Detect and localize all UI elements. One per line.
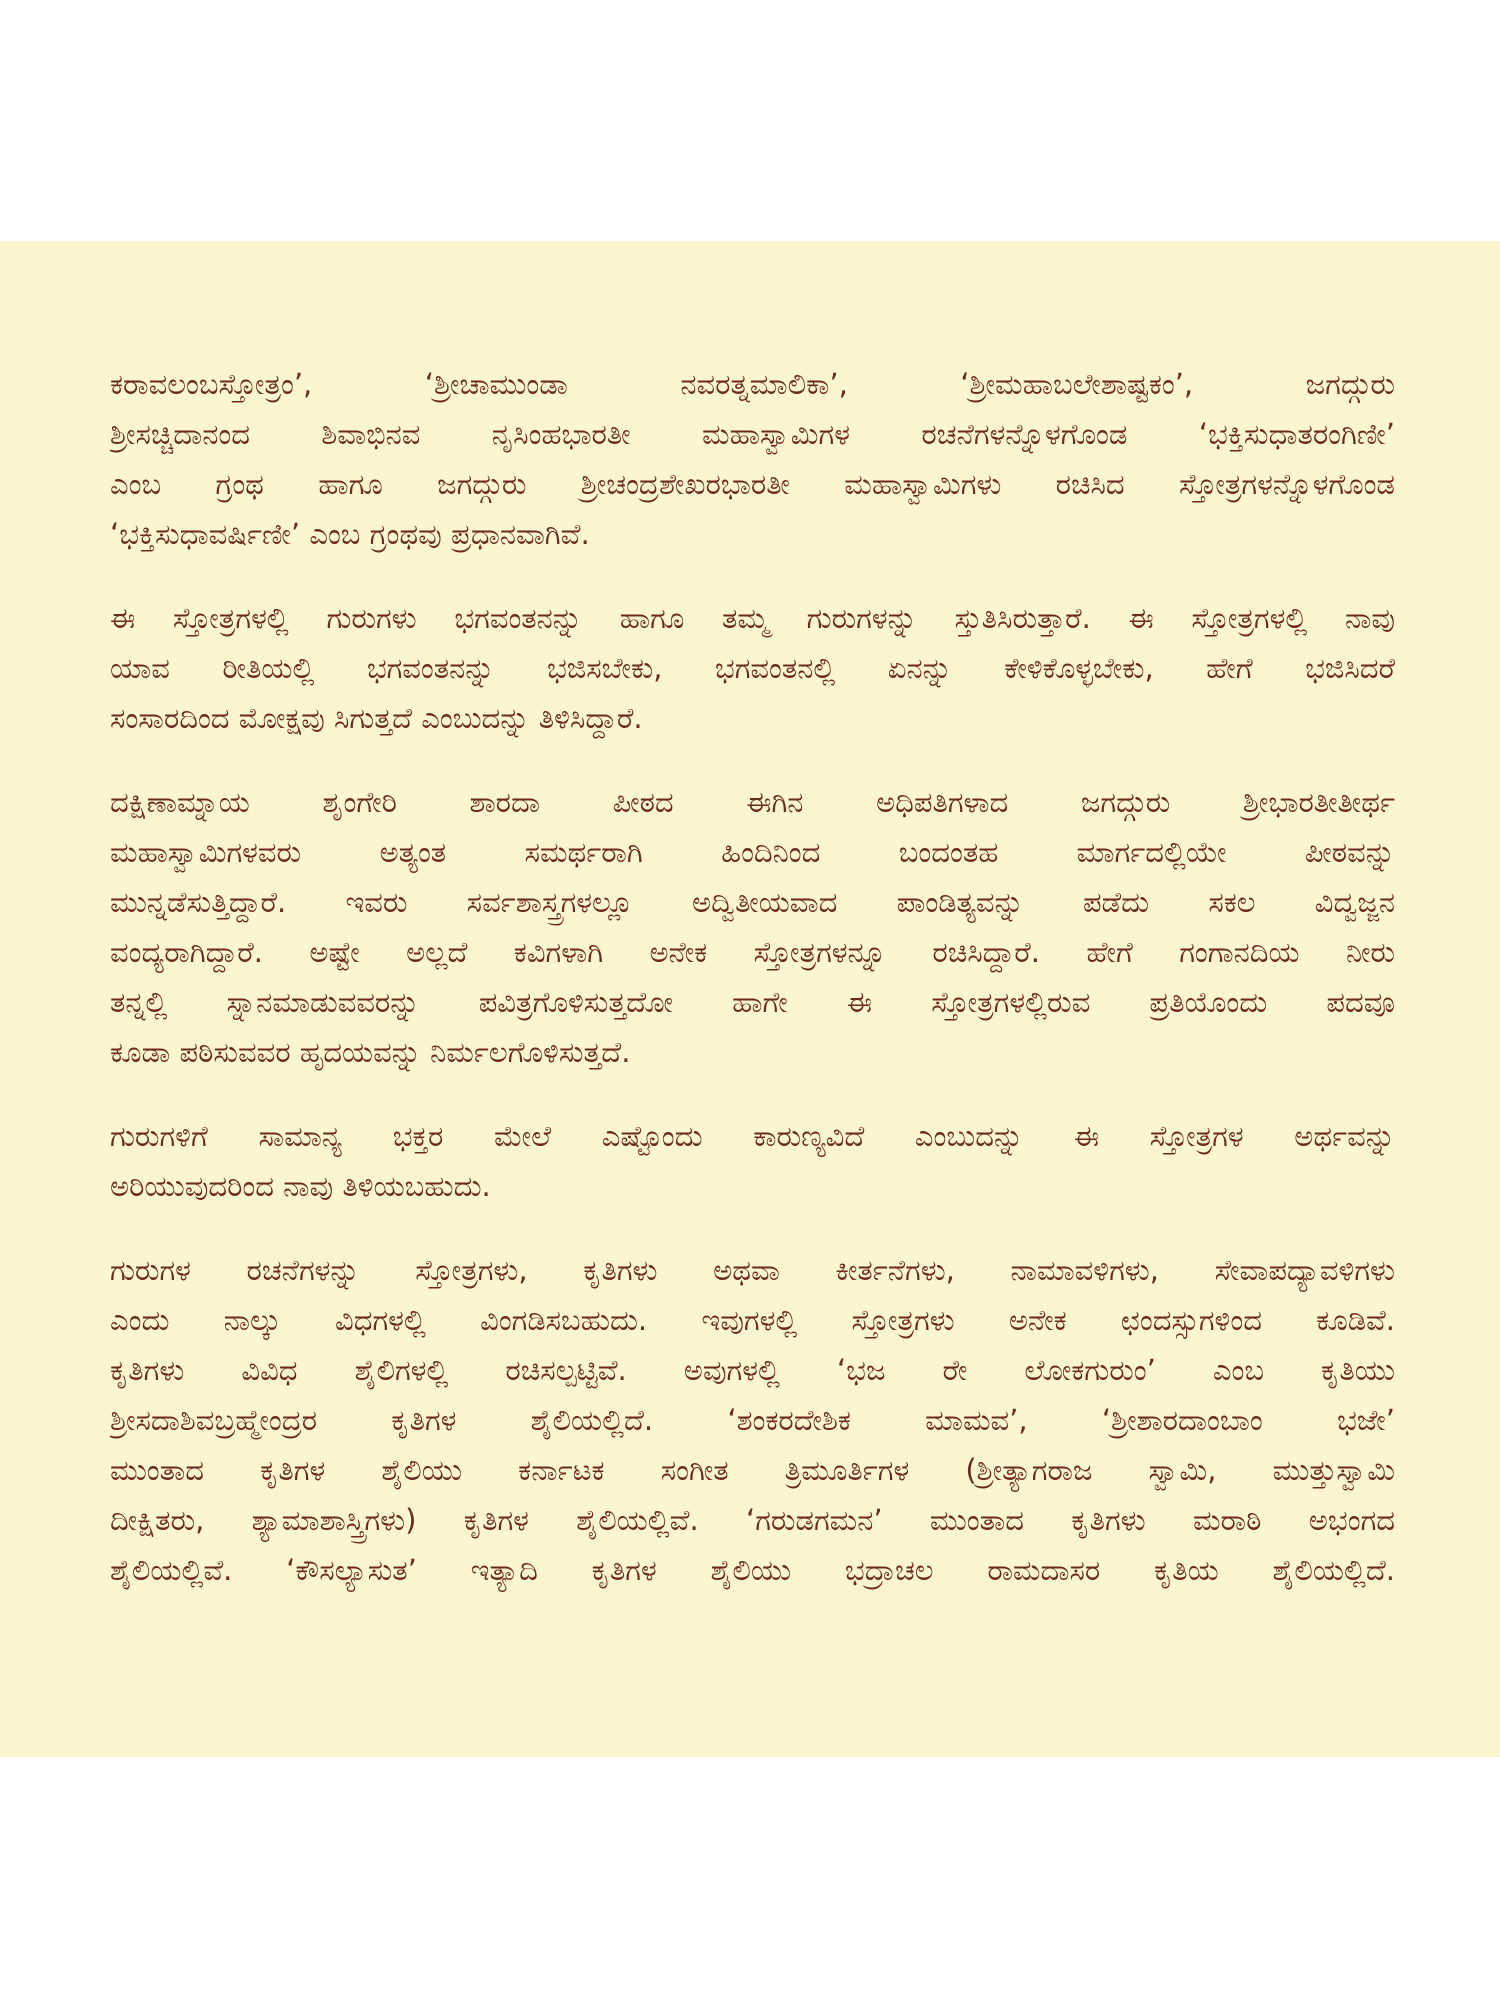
text-line: ಯಾವ ರೀತಿಯಲ್ಲಿ ಭಗವಂತನನ್ನು ಭಜಿಸಬೇಕು, ಭಗವಂತನಲ್ಲಿ ಏನನ್ನು ಕೇಳಿಕೊಳ್ಳಬೇಕು, ಹೇಗೆ ಭಜಿಸಿದರೆ	[110, 651, 1395, 685]
text-line: ದೀಕ್ಷಿತರು, ಶ್ಯಾಮಾಶಾಸ್ತ್ರಿಗಳು) ಕೃತಿಗಳ ಶೈಲಿಯಲ್ಲಿವೆ. ‘ಗರುಡಗಮನ’ ಮುಂತಾದ ಕೃತಿಗಳು ಮರಾಠಿ ಅಭಂಗದ	[110, 1503, 1395, 1537]
text-line: ತನ್ನಲ್ಲಿ ಸ್ನಾನಮಾಡುವವರನ್ನು ಪವಿತ್ರಗೊಳಿಸುತ್ತದೋ ಹಾಗೇ ಈ ಸ್ತೋತ್ರಗಳಲ್ಲಿರುವ ಪ್ರತಿಯೊಂದು ಪದವೂ	[110, 985, 1395, 1019]
text-line: ದಕ್ಷಿಣಾಮ್ನಾಯ ಶೃಂಗೇರಿ ಶಾರದಾ ಪೀಠದ ಈಗಿನ ಅಧಿಪತಿಗಳಾದ ಜಗದ್ಗುರು ಶ್ರೀಭಾರತೀತೀರ್ಥ	[110, 785, 1395, 819]
text-line: ಶ್ರೀಸಚ್ಚಿದಾನಂದ ಶಿವಾಭಿನವ ನೃಸಿಂಹಭಾರತೀ ಮಹಾಸ್ವಾಮಿಗಳ ರಚನೆಗಳನ್ನೊಳಗೊಂಡ ‘ಭಕ್ತಿಸುಧಾತರಂಗಿಣೀ’	[110, 417, 1395, 451]
text-line: ಈ ಸ್ತೋತ್ರಗಳಲ್ಲಿ ಗುರುಗಳು ಭಗವಂತನನ್ನು ಹಾಗೂ ತಮ್ಮ ಗುರುಗಳನ್ನು ಸ್ತುತಿಸಿರುತ್ತಾರೆ. ಈ ಸ್ತೋತ್ರಗಳಲ್ಲಿ ನಾವು	[110, 601, 1395, 635]
text-line: ಕೂಡಾ ಪಠಿಸುವವರ ಹೃದಯವನ್ನು ನಿರ್ಮಲಗೊಳಿಸುತ್ತದೆ.	[110, 1035, 631, 1069]
text-line: ಅರಿಯುವುದರಿಂದ ನಾವು ತಿಳಿಯಬಹುದು.	[110, 1169, 491, 1203]
text-line: ಮುನ್ನಡೆಸುತ್ತಿದ್ದಾರೆ. ಇವರು ಸರ್ವಶಾಸ್ತ್ರಗಳಲ್ಲೂ ಅದ್ವಿತೀಯವಾದ ಪಾಂಡಿತ್ಯವನ್ನು ಪಡೆದು ಸಕಲ ವಿದ್ವಜ್ಜನ	[110, 885, 1395, 919]
paragraph-2	[110, 593, 1395, 743]
text-column	[110, 359, 1395, 1629]
paragraph-1	[110, 359, 1395, 559]
text-line: ಕೃತಿಗಳು ವಿವಿಧ ಶೈಲಿಗಳಲ್ಲಿ ರಚಿಸಲ್ಪಟ್ಟಿವೆ. ಅವುಗಳಲ್ಲಿ ‘ಭಜ ರೇ ಲೋಕಗುರುಂ’ ಎಂಬ ಕೃತಿಯು	[110, 1353, 1395, 1387]
text-line: ‘ಭಕ್ತಿಸುಧಾವರ್ಷಿಣೀ’ ಎಂಬ ಗ್ರಂಥವು ಪ್ರಧಾನವಾಗಿವೆ.	[110, 517, 590, 551]
text-line: ಶ್ರೀಸದಾಶಿವಬ್ರಹ್ಮೇಂದ್ರರ ಕೃತಿಗಳ ಶೈಲಿಯಲ್ಲಿದೆ. ‘ಶಂಕರದೇಶಿಕ ಮಾಮವ’, ‘ಶ್ರೀಶಾರದಾಂಬಾಂ ಭಜೇ’	[110, 1403, 1395, 1437]
paragraph-3	[110, 777, 1395, 1077]
text-line: ಗುರುಗಳಿಗೆ ಸಾಮಾನ್ಯ ಭಕ್ತರ ಮೇಲೆ ಎಷ್ಟೊಂದು ಕಾರುಣ್ಯವಿದೆ ಎಂಬುದನ್ನು ಈ ಸ್ತೋತ್ರಗಳ ಅರ್ಥವನ್ನು	[110, 1119, 1395, 1153]
text-line: ಸಂಸಾರದಿಂದ ಮೋಕ್ಷವು ಸಿಗುತ್ತದೆ ಎಂಬುದನ್ನು ತಿಳಿಸಿದ್ದಾರೆ.	[110, 701, 643, 735]
paragraph-5	[110, 1245, 1395, 1595]
text-line: ಎಂದು ನಾಲ್ಕು ವಿಧಗಳಲ್ಲಿ ವಿಂಗಡಿಸಬಹುದು. ಇವುಗಳಲ್ಲಿ ಸ್ತೋತ್ರಗಳು ಅನೇಕ ಛಂದಸ್ಸುಗಳಿಂದ ಕೂಡಿವೆ.	[110, 1303, 1395, 1337]
text-line: ಮಹಾಸ್ವಾಮಿಗಳವರು ಅತ್ಯಂತ ಸಮರ್ಥರಾಗಿ ಹಿಂದಿನಿಂದ ಬಂದಂತಹ ಮಾರ್ಗದಲ್ಲಿಯೇ ಪೀಠವನ್ನು	[110, 835, 1395, 869]
text-line: ಕರಾವಲಂಬಸ್ತೋತ್ರಂ’, ‘ಶ್ರೀಚಾಮುಂಡಾ ನವರತ್ನಮಾಲಿಕಾ’, ‘ಶ್ರೀಮಹಾಬಲೇಶಾಷ್ಟಕಂ’, ಜಗದ್ಗುರು	[110, 367, 1395, 401]
text-line: ಮುಂತಾದ ಕೃತಿಗಳ ಶೈಲಿಯು ಕರ್ನಾಟಕ ಸಂಗೀತ ತ್ರಿಮೂರ್ತಿಗಳ (ಶ್ರೀತ್ಯಾಗರಾಜ ಸ್ವಾಮಿ, ಮುತ್ತುಸ್ವಾಮಿ	[110, 1453, 1395, 1487]
paragraph-4	[110, 1111, 1395, 1211]
text-line: ವಂದ್ಯರಾಗಿದ್ದಾರೆ. ಅಷ್ಟೇ ಅಲ್ಲದೆ ಕವಿಗಳಾಗಿ ಅನೇಕ ಸ್ತೋತ್ರಗಳನ್ನೂ ರಚಿಸಿದ್ದಾರೆ. ಹೇಗೆ ಗಂಗಾನದಿಯ ನೀರು	[110, 935, 1395, 969]
text-line: ಎಂಬ ಗ್ರಂಥ ಹಾಗೂ ಜಗದ್ಗುರು ಶ್ರೀಚಂದ್ರಶೇಖರಭಾರತೀ ಮಹಾಸ್ವಾಮಿಗಳು ರಚಿಸಿದ ಸ್ತೋತ್ರಗಳನ್ನೊಳಗೊಂಡ	[110, 467, 1395, 501]
text-line: ಶೈಲಿಯಲ್ಲಿವೆ. ‘ಕೌಸಲ್ಯಾಸುತ’ ಇತ್ಯಾದಿ ಕೃತಿಗಳ ಶೈಲಿಯು ಭದ್ರಾಚಲ ರಾಮದಾಸರ ಕೃತಿಯ ಶೈಲಿಯಲ್ಲಿದೆ.	[110, 1553, 1395, 1587]
page-panel	[0, 241, 1500, 1757]
text-line: ಗುರುಗಳ ರಚನೆಗಳನ್ನು ಸ್ತೋತ್ರಗಳು, ಕೃತಿಗಳು ಅಥವಾ ಕೀರ್ತನೆಗಳು, ನಾಮಾವಳಿಗಳು, ಸೇವಾಪದ್ಯಾವಳಿಗಳು	[110, 1253, 1395, 1287]
